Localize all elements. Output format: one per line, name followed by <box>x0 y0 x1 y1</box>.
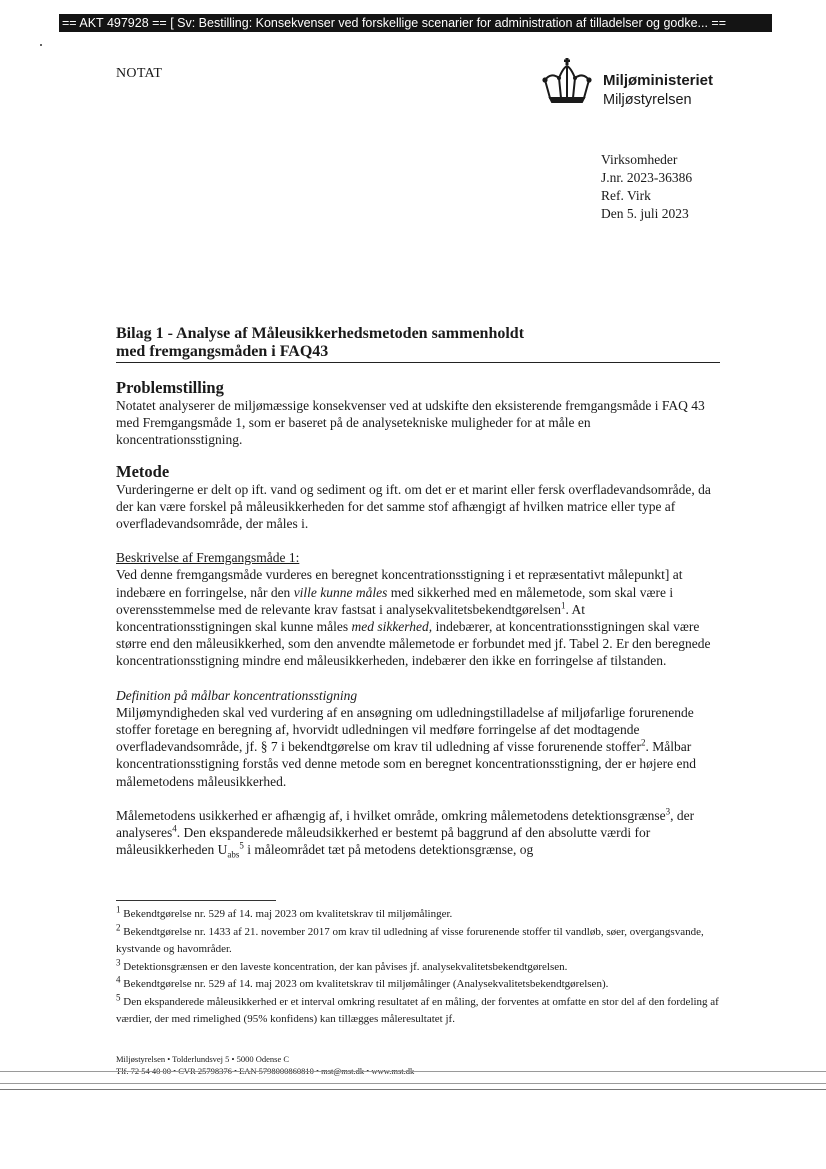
footnote-ref-5: 5 <box>239 840 244 851</box>
section-heading-method: Metode <box>116 461 170 481</box>
footnote-3: $^3$ Detektionsgrænsen er den laveste koncentration, der kan påvises jf. analysekvalitetsbekendtgørelsen. <box>116 956 568 973</box>
paragraph-uncertainty: Målemetodens usikkerhed er afhængig af, i hvilket område, omkring målemetodens detektionsgrænse$^3$, der analyseres$^4$. Den ekspanderede måleudsikkerhed er bestemt på baggrund af den absolutte værdi for måleusikkerheden $U_{abs}^5$ i måleområdet tæt på metodens detektionsgrænse, og <box>116 806 695 860</box>
document-header-bar: == AKT 497928 == [ Sv: Bestilling: Konsekvenser ved forskellige scenarier for administration af tilladelser og godke... == <box>59 14 772 32</box>
scan-line <box>0 1071 826 1072</box>
crown-icon <box>537 58 597 116</box>
footnote-ref-2: 2 <box>640 737 646 748</box>
footnote-1: $^1$ Bekendtgørelse nr. 529 af 14. maj 2023 om kvalitetskrav til miljømålinger. <box>116 904 453 920</box>
subscript-abs: abs <box>227 849 240 860</box>
document-type: NOTAT <box>116 66 163 81</box>
footnote-ref-1: 1 <box>560 600 566 611</box>
paragraph-method: Vurderingerne er delt op ift. vand og sediment og ift. om det er et marint eller fersk overfladevandsområde, da der kan være forskel på måleusikkerheden for det samme stof afhængigt af hvilken matrice eller type af overfladevandsområde, der måles i. <box>116 481 711 532</box>
meta-recipient: Virksomheder <box>601 152 678 167</box>
footnote-5: $^5$ Den ekspanderede måleusikkerhed er et interval omkring resultatet af en måling, der forventes at omfatte en stor del af den fordeling af værdier, der med rimelighed (95% konfidens) kan tillægges måleresultatet jf. <box>116 991 719 1025</box>
meta-date: Den 5. juli 2023 <box>601 206 689 221</box>
meta-reference: Ref. Virk <box>601 188 651 203</box>
section-heading-problem: Problemstilling <box>116 378 224 397</box>
subheading-definition: Definition på målbar koncentrationsstigning <box>116 687 358 703</box>
paragraph-description: Ved denne fremgangsmåde vurderes en beregnet koncentrationsstigning i et repræsentativt målepunkt] at indebære en forringelse, når den ville kunne måles med sikkerhed med en målemetode, som skal være i overensstemmelse med de relevante krav fastsat i analysekvalitetsbekendtgørelsen$^1$. At koncentrationsstigningen skal kunne måles med sikkerhed, indebærer, at koncentrationsstigningen skal være større end den måleusikkerhed, som den anvendte målemetode er forbundet med jf. Tabel 2. Er den beregnede koncentrationsstigning mindre end måleusikkerheden, indebærer den ikke en forringelse af tilstanden. <box>116 567 711 669</box>
footnote-2: $^2$ Bekendtgørelse nr. 1433 af 21. november 2017 om krav til udledning af visse forurenende stoffer til vandløb, søer, overgangsvande, kystvande og havområder. <box>116 921 704 955</box>
paragraph-problem: Notatet analyserer de miljømæssige konsekvenser ved at udskifte den eksisterende fremgangsmåde i FAQ 43 med Fremgangsmåde 1, som er baseret på de analysetekniske muligheder for at måle en koncentrationsstigning. <box>116 398 705 448</box>
scan-line <box>0 1089 826 1090</box>
footer-address: Miljøstyrelsen • Tolderlundsvej 5 • 5000 Odense C <box>116 1054 290 1064</box>
ministry-logo <box>537 58 737 118</box>
meta-case-number: J.nr. 2023-36386 <box>601 170 693 185</box>
page-title-line-2: med fremgangsmåden i FAQ43 <box>116 343 329 360</box>
agency-name: Miljøstyrelsen <box>603 92 692 108</box>
page-footer <box>116 1053 414 1077</box>
footnote-ref-3: 3 <box>665 806 671 817</box>
footer-contact: Tlf. 72 54 40 00 • CVR 25798376 • EAN 5798000860810 • mst@mst.dk • www.mst.dk <box>116 1066 415 1076</box>
scan-speck <box>40 44 42 46</box>
footnote-ref-4: 4 <box>172 823 177 834</box>
page-title <box>116 325 720 363</box>
footnote-divider <box>116 900 276 901</box>
paragraph-definition: Miljømyndigheden skal ved vurdering af en ansøgning om udledningstilladelse af miljøfarlige forurenende stoffer foretage en beregning af, hvorvidt udledningen vil medføre forringelse af det modtagende overfladevandsområde, jf. § 7 i bekendtgørelse om krav til udledning af visse forurenende stoffer$^2$. Målbar koncentrationsstigning forstås ved denne metode som en beregnet koncentrationsstigning, der er højere end målemetodens måleusikkerhed. <box>116 704 696 789</box>
ministry-name: Miljøministeriet <box>603 72 714 89</box>
footnotes <box>116 906 720 1029</box>
document-body <box>116 378 720 858</box>
scan-line <box>0 1083 826 1084</box>
page-title-line-1: Bilag 1 - Analyse af Måleusikkerhedsmetoden sammenholdt <box>116 325 525 342</box>
subheading-description: Beskrivelse af Fremgangsmåde 1: <box>116 550 300 566</box>
footnote-4: $^4$ Bekendtgørelse nr. 529 af 14. maj 2023 om kvalitetskrav til miljømålinger (Analysekvalitetsbekendtgørelsen). <box>116 974 609 990</box>
document-meta <box>601 151 692 223</box>
